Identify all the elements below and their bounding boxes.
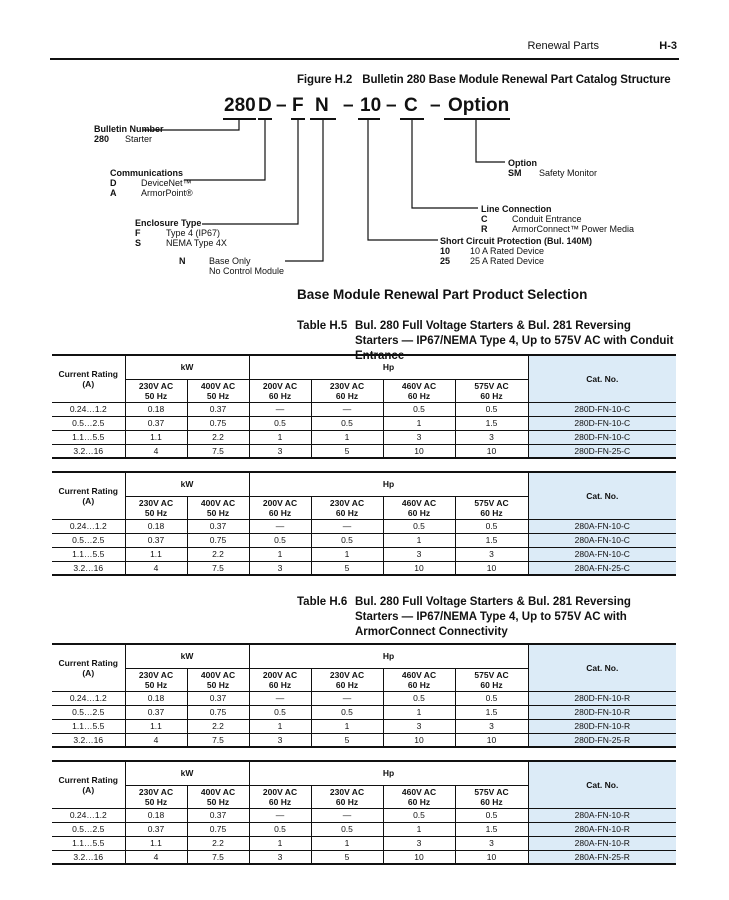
col-header: 230V AC 50 Hz [125,379,187,402]
table-row: 3.2…16 4 7.5 3 5 10 10 280A-FN-25-C [52,561,676,575]
table-row: 0.5…2.5 0.37 0.75 0.5 0.5 1 1.5 280A-FN-10-R [52,822,676,836]
table-row: 3.2…16 4 7.5 3 5 10 10 280D-FN-25-R [52,733,676,747]
hp-header: Hp [249,761,528,785]
bulletin-code: 280 [94,134,110,144]
col-header: 230V AC 50 Hz [125,496,187,519]
col-header: 400V AC 50 Hz [187,785,249,808]
bulletin-number-label: Bulletin Number [94,124,164,134]
table-row: 1.1…5.5 1.1 2.2 1 1 3 3 280D-FN-10-R [52,719,676,733]
table-h5-block-2 [52,471,676,576]
communications-desc-d: DeviceNet™ [141,178,192,188]
table-h6-block-2 [52,760,676,865]
short-circuit-desc-25: 25 A Rated Device [470,256,545,266]
running-header-section: Renewal Parts [527,40,599,52]
col-header: 575V AC 60 Hz [455,496,528,519]
table-row: 0.5…2.5 0.37 0.75 0.5 0.5 1 1.5 280A-FN-10-C [52,533,676,547]
option-desc-sm: Safety Monitor [539,168,598,178]
table-row: 3.2…16 4 7.5 3 5 10 10 280A-FN-25-R [52,850,676,864]
line-code-c: C [481,214,488,224]
table-row: 0.24…1.2 0.18 0.37 — — 0.5 0.5 280A-FN-10-C [52,519,676,533]
enclosure-desc-s: NEMA Type 4X [166,238,227,248]
code-communications: D [258,95,272,116]
figure-title: Bulletin 280 Base Module Renewal Part Catalog Structure [362,74,671,86]
current-rating-header: Current Rating (A) [52,644,125,691]
hp-header: Hp [249,472,528,496]
cat-no-header: Cat. No. [528,761,676,808]
kw-header: kW [125,761,249,785]
code-option: Option [448,95,510,116]
option-label: Option [508,158,537,168]
page-number: H-3 [659,40,677,52]
col-header: 200V AC 60 Hz [249,496,311,519]
option-code-sm: SM [508,168,522,178]
col-header: 200V AC 60 Hz [249,785,311,808]
table-h6-number: Table H.6 [297,596,348,608]
communications-label: Communications [110,168,184,178]
communications-code-d: D [110,178,117,188]
col-header: 230V AC 50 Hz [125,668,187,691]
line-desc-r: ArmorConnect™ Power Media [512,224,635,234]
code-short-circuit: 10 [360,95,382,116]
table-h5-title: Bul. 280 Full Voltage Starters & Bul. 281 Reversing Starters — IP67/NEMA Type 4, Up to 575V AC with Conduit Entrance [355,320,674,362]
base-code-n: N [179,256,186,266]
col-header: 200V AC 60 Hz [249,668,311,691]
code-dash: – [430,95,441,116]
kw-header: kW [125,644,249,668]
code-line-connection: C [404,95,418,116]
col-header: 575V AC 60 Hz [455,785,528,808]
table-h6-caption [297,595,677,641]
col-header: 460V AC 60 Hz [383,668,455,691]
enclosure-code-f: F [135,228,141,238]
col-header: 575V AC 60 Hz [455,379,528,402]
kw-header: kW [125,472,249,496]
line-desc-c: Conduit Entrance [512,214,582,224]
communications-code-a: A [110,188,117,198]
col-header: 575V AC 60 Hz [455,668,528,691]
cat-no-header: Cat. No. [528,472,676,519]
table-row: 0.24…1.2 0.18 0.37 — — 0.5 0.5 280D-FN-10-R [52,691,676,705]
code-dash: – [343,95,354,116]
line-code-r: R [481,224,488,234]
table-h6-block-1 [52,643,676,748]
col-header: 230V AC 50 Hz [125,785,187,808]
section-title: Base Module Renewal Part Product Selection [297,287,588,302]
base-desc-1: Base Only [209,256,251,266]
enclosure-code-s: S [135,238,142,248]
col-header: 460V AC 60 Hz [383,496,455,519]
col-header: 400V AC 50 Hz [187,496,249,519]
short-circuit-code-10: 10 [440,246,451,256]
col-header: 460V AC 60 Hz [383,785,455,808]
short-circuit-label: Short Circuit Protection (Bul. 140M) [440,236,593,246]
enclosure-type-label: Enclosure Type [135,218,202,228]
catalog-connector-lines [0,0,729,290]
table-row: 1.1…5.5 1.1 2.2 1 1 3 3 280D-FN-10-C [52,430,676,444]
col-header: 230V AC 60 Hz [311,496,383,519]
code-dash: – [386,95,397,116]
col-header: 200V AC 60 Hz [249,379,311,402]
cat-no-header: Cat. No. [528,644,676,691]
hp-header: Hp [249,644,528,668]
short-circuit-code-25: 25 [440,256,451,266]
communications-desc-a: ArmorPoint® [141,188,193,198]
short-circuit-desc-10: 10 A Rated Device [470,246,545,256]
current-rating-header: Current Rating (A) [52,355,125,402]
col-header: 400V AC 50 Hz [187,668,249,691]
code-dash: – [276,95,287,116]
table-h5-block-1 [52,354,676,459]
table-row: 0.24…1.2 0.18 0.37 — — 0.5 0.5 280A-FN-10-R [52,808,676,822]
figure-number: Figure H.2 [297,74,353,86]
col-header: 460V AC 60 Hz [383,379,455,402]
table-row: 0.24…1.2 0.18 0.37 — — 0.5 0.5 280D-FN-10-C [52,402,676,416]
current-rating-header: Current Rating (A) [52,472,125,519]
enclosure-desc-f: Type 4 (IP67) [166,228,221,238]
table-row: 0.5…2.5 0.37 0.75 0.5 0.5 1 1.5 280D-FN-10-R [52,705,676,719]
table-h5-number: Table H.5 [297,320,348,332]
col-header: 230V AC 60 Hz [311,785,383,808]
base-desc-2: No Control Module [209,266,285,276]
kw-header: kW [125,355,249,379]
col-header: 400V AC 50 Hz [187,379,249,402]
table-row: 1.1…5.5 1.1 2.2 1 1 3 3 280A-FN-10-C [52,547,676,561]
current-rating-header: Current Rating (A) [52,761,125,808]
cat-no-header: Cat. No. [528,355,676,402]
code-base: N [315,95,329,116]
table-row: 3.2…16 4 7.5 3 5 10 10 280D-FN-25-C [52,444,676,458]
table-h6-title: Bul. 280 Full Voltage Starters & Bul. 281 Reversing Starters — IP67/NEMA Type 4, Up to 575V AC with ArmorConnect Connectivity [355,596,631,638]
code-280: 280 [224,95,256,116]
bulletin-desc: Starter [125,134,153,144]
hp-header: Hp [249,355,528,379]
table-row: 0.5…2.5 0.37 0.75 0.5 0.5 1 1.5 280D-FN-10-C [52,416,676,430]
col-header: 230V AC 60 Hz [311,668,383,691]
line-connection-label: Line Connection [481,204,552,214]
col-header: 230V AC 60 Hz [311,379,383,402]
code-enclosure: F [292,95,304,116]
table-row: 1.1…5.5 1.1 2.2 1 1 3 3 280A-FN-10-R [52,836,676,850]
table-h5-caption [297,319,677,362]
